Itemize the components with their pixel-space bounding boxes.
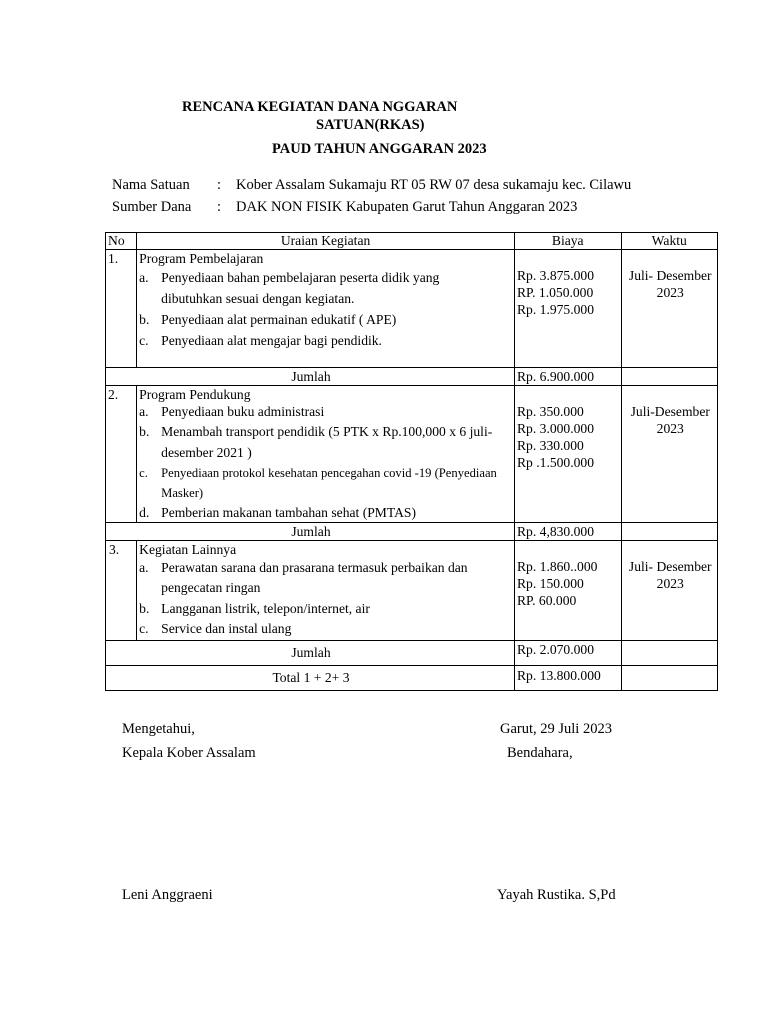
item-text: Penyediaan bahan pembelajaran peserta didik yang dibutuhkan sesuai dengan kegiatan. [161, 270, 440, 306]
section-uraian [137, 386, 515, 523]
item-text: Langganan listrik, telepon/internet, air [161, 601, 370, 616]
list-item [139, 598, 514, 619]
biaya-value: RP. 1.050.000 [516, 285, 594, 300]
sumber-dana-value: DAK NON FISIK Kabupaten Garut Tahun Anggaran 2023 [236, 199, 578, 215]
total-row [106, 666, 718, 691]
biaya-value: Rp. 3.000.000 [516, 421, 595, 436]
item-letter: b. [139, 601, 150, 616]
section-title: Program Pendukung [139, 387, 251, 402]
item-letter: a. [139, 270, 149, 285]
item-text: Service dan instal ulang [161, 621, 292, 636]
sig-left-name: Leni Anggraeni [122, 887, 213, 903]
biaya-value: Rp. 350.000 [516, 404, 584, 419]
list-item [139, 463, 514, 503]
colon: : [217, 177, 222, 193]
section-waktu: Juli- Desember 2023 [621, 250, 718, 368]
item-text: Perawatan sarana dan prasarana termasuk perbaikan dan pengecatan ringan [161, 560, 468, 595]
section-no: 3. [106, 541, 137, 641]
item-text: Penyediaan protokol kesehatan pencegahan covid -19 (Penyediaan Masker) [161, 466, 497, 500]
biaya-value: Rp. 330.000 [516, 438, 584, 453]
biaya-value: Rp. 1.860..000 [516, 559, 598, 574]
sig-right-line1: Garut, 29 Juli 2023 [500, 721, 612, 737]
item-letter: d. [139, 505, 150, 520]
list-item [139, 403, 514, 421]
item-letter: c. [139, 333, 149, 348]
biaya-value: RP. 60.000 [516, 593, 577, 608]
section-uraian [137, 250, 515, 368]
list-item [139, 558, 514, 598]
item-letter: c. [139, 466, 148, 480]
section-title: Program Pembelajaran [139, 251, 264, 266]
section-no: 1. [106, 250, 137, 368]
item-letter: b. [139, 312, 150, 327]
rkas-table [105, 232, 718, 691]
sumber-dana-label: Sumber Dana [112, 199, 192, 215]
jumlah-label: Jumlah [106, 368, 515, 386]
table-row [106, 250, 718, 368]
item-letter: a. [139, 560, 149, 575]
sig-right-line2: Bendahara, [507, 745, 573, 761]
list-item [139, 503, 514, 522]
jumlah-value: Rp. 4,830.000 [514, 523, 621, 541]
jumlah-row [106, 641, 718, 666]
section-no: 2. [106, 386, 137, 523]
doc-title-line2: SATUAN(RKAS) [316, 117, 425, 133]
nama-satuan-label: Nama Satuan [112, 177, 190, 193]
item-letter: b. [139, 424, 150, 439]
jumlah-value: Rp. 2.070.000 [514, 641, 621, 666]
item-text: Penyediaan buku administrasi [161, 404, 325, 419]
jumlah-empty [621, 641, 718, 666]
col-header-no: No [106, 233, 137, 250]
section-title: Kegiatan Lainnya [139, 542, 237, 557]
jumlah-label: Jumlah [106, 523, 515, 541]
item-text: Penyediaan alat mengajar bagi pendidik. [161, 333, 382, 348]
item-letter: a. [139, 404, 149, 419]
sig-right-name: Yayah Rustika. S,Pd [497, 887, 616, 903]
item-text: Penyediaan alat permainan edukatif ( APE) [161, 312, 397, 327]
table-header-row [106, 233, 718, 250]
biaya-value: Rp .1.500.000 [516, 455, 595, 470]
list-item [139, 421, 514, 463]
jumlah-empty [621, 368, 718, 386]
sig-left-line2: Kepala Kober Assalam [122, 745, 256, 761]
section-waktu: Juli- Desember 2023 [621, 541, 718, 641]
biaya-value: Rp. 150.000 [516, 576, 584, 591]
doc-title-line1: RENCANA KEGIATAN DANA NGGARAN [182, 99, 458, 115]
total-empty [621, 666, 718, 691]
biaya-value: Rp. 1.975.000 [516, 302, 595, 317]
list-item [139, 309, 514, 330]
section-biaya [514, 386, 621, 523]
jumlah-label: Jumlah [106, 641, 515, 666]
list-item [139, 267, 514, 309]
table-row [106, 386, 718, 523]
list-item [139, 619, 514, 639]
item-text: Pemberian makanan tambahan sehat (PMTAS) [161, 505, 416, 520]
section-uraian [137, 541, 515, 641]
jumlah-empty [621, 523, 718, 541]
jumlah-row [106, 523, 718, 541]
list-item [139, 330, 514, 351]
item-text: Menambah transport pendidik (5 PTK x Rp.100,000 x 6 juli- desember 2021 ) [161, 424, 493, 460]
section-waktu: Juli-Desember 2023 [621, 386, 718, 523]
total-label: Total 1 + 2+ 3 [106, 666, 515, 691]
doc-title-line3: PAUD TAHUN ANGGARAN 2023 [272, 141, 487, 157]
nama-satuan-value: Kober Assalam Sukamaju RT 05 RW 07 desa sukamaju kec. Cilawu [236, 177, 632, 193]
col-header-waktu: Waktu [621, 233, 718, 250]
item-letter: c. [139, 621, 149, 636]
colon: : [217, 199, 222, 215]
biaya-value: Rp. 3.875.000 [516, 268, 595, 283]
sig-left-line1: Mengetahui, [122, 721, 195, 737]
jumlah-row [106, 368, 718, 386]
table-row [106, 541, 718, 641]
total-value: Rp. 13.800.000 [514, 666, 621, 691]
jumlah-value: Rp. 6.900.000 [514, 368, 621, 386]
section-biaya [514, 541, 621, 641]
col-header-uraian: Uraian Kegiatan [137, 233, 515, 250]
col-header-biaya: Biaya [514, 233, 621, 250]
section-biaya [514, 250, 621, 368]
